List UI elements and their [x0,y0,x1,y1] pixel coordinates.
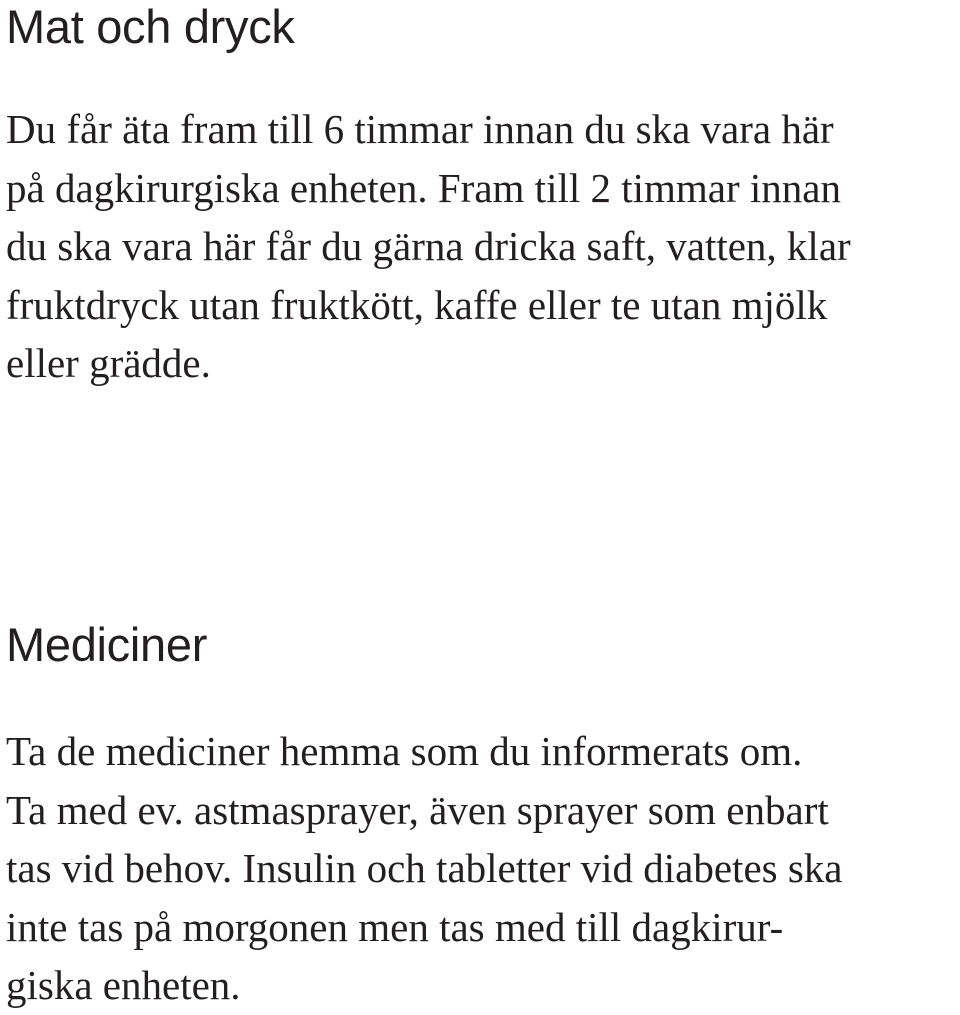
section-heading-mat-och-dryck: Mat och dryck [6,0,295,53]
text-line: tas vid behov. Insulin och tabletter vid diabetes ska [6,845,843,891]
text-line: Du får äta fram till 6 timmar innan du ska vara här [6,106,834,152]
text-line: inte tas på morgonen men tas med till dagkirur- [6,903,784,950]
text-line: giska enheten. [6,962,241,1008]
text-line: på dagkirurgiska enheten. Fram till 2 timmar innan [6,164,841,211]
text-line: du ska vara här får du gärna dricka saft, vatten, klar [6,223,851,269]
text-line: fruktdryck utan fruktkött, kaffe eller te utan mjölk [6,281,828,328]
text-line: Ta de mediciner hemma som du informerats om. [6,728,803,774]
paragraph-mat-och-dryck [6,100,960,393]
text-line: Ta med ev. astmasprayer, även sprayer som enbart [6,786,829,833]
text-line: eller grädde. [6,340,211,386]
paragraph-mediciner [6,722,960,1015]
section-heading-mediciner: Mediciner [6,618,208,671]
